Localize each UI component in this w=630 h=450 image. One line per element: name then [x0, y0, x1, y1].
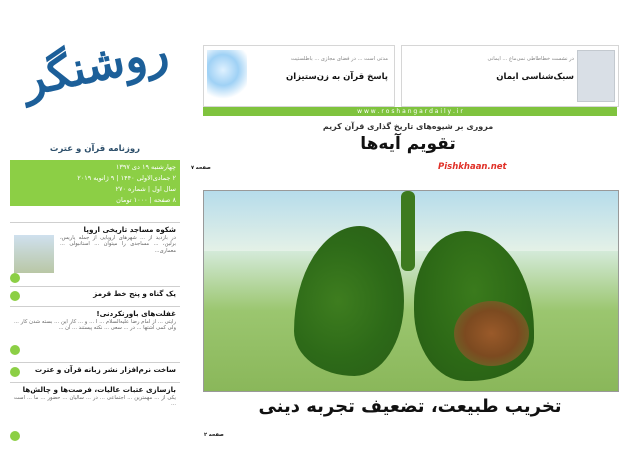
bullet-pin-icon: [10, 431, 20, 441]
side-item-mosques[interactable]: [10, 222, 180, 284]
lead-kicker: مروری بر شیوه‌های تاریخ گذاری قرآن کریم: [322, 122, 494, 131]
teaser-faith-style[interactable]: [401, 45, 619, 107]
logo-wordmark: روشنگر: [17, 23, 173, 107]
bullet-pin-icon: [10, 345, 20, 355]
teaser-kicker: در نشست خطاطاطی نمی‌ماع ... ایمانی: [487, 56, 574, 62]
photo-page-ref: صفحه ۲: [204, 432, 224, 438]
side-item-headline: شکوه مساجد تاریخی اروپا: [83, 225, 176, 234]
bullet-pin-icon: [10, 273, 20, 283]
forest-trachea: [401, 191, 415, 271]
side-item-sin[interactable]: [10, 286, 180, 303]
issue-date: چهارشنبه ۱۹ دی ۱۳۹۷: [115, 163, 176, 171]
lungs-forest-photo: [203, 190, 619, 392]
pishkhaan-watermark: Pishkhaan.net: [438, 162, 507, 172]
side-item-headline: بازسازی عتبات عالیات، فرصت‌ها و چالش‌ها: [22, 385, 176, 394]
issue-hijri-date: ۲ جمادی‌الاولی ۱۴۴۰ | ۹ ژانویه ۲۰۱۹: [77, 174, 176, 182]
side-item-software[interactable]: [10, 362, 180, 379]
mosque-photo: [14, 235, 54, 273]
side-item-body: رایتی ... از امام رضا علیه‌السلام ... ا ... و ... کار این ... بسته شدن کار ... ولی کمی اشتها ... در ... سعی ... نکته پیستند ... ان ...: [14, 319, 176, 332]
main-content: [193, 0, 630, 450]
side-item-headline: ساخت نرم‌افزار نشر زبانه قرآن و عترت: [34, 365, 176, 374]
side-item-body: یکی از ... مهمترین ... اجتماعی ... در ... سالیان ... حضور ... ما ... است ...: [14, 395, 176, 408]
side-item-headline: یک گناه و پنج خط قرمز: [93, 289, 176, 298]
author-portrait: [577, 50, 615, 102]
side-item-shrines[interactable]: [10, 382, 180, 444]
issue-price: ۸ صفحه | ۱۰۰۰ تومان: [116, 196, 176, 204]
issue-meta: [10, 160, 180, 206]
side-item-negligence[interactable]: [10, 306, 180, 358]
masthead-tagline: روزنامه قرآن و عترت: [49, 144, 141, 154]
deforested-patch: [454, 301, 529, 366]
issue-number: سال اول | شماره ۲۷۰: [115, 185, 176, 193]
masthead-column: [0, 0, 191, 450]
bullet-pin-icon: [10, 367, 20, 377]
bubbles-image: [207, 50, 247, 100]
bullet-pin-icon: [10, 291, 20, 301]
lead-headline[interactable]: تقویم آیه‌ها: [360, 134, 456, 154]
side-item-body: در بازدید از ... شهرهای اروپایی از جمله پاریس، برلین، ... مساجدی را میتوان ... استانبولی ... معماری...: [60, 235, 176, 254]
photo-headline[interactable]: تخریب طبیعت، تضعیف تجربه دینی: [258, 396, 562, 417]
teaser-headline: پاسخ قرآن به زن‌ستیزان: [285, 72, 388, 82]
side-item-headline: غفلت‌های باورنکردنی!: [96, 309, 176, 318]
masthead-logo: [10, 2, 180, 160]
website-url-bar: w w w . r o s h a n g a r d a i l y . i r: [203, 107, 617, 116]
teaser-quran-women[interactable]: [203, 45, 395, 107]
teaser-kicker: مدتی است ... در فضای مجازی ... باطلستیت: [290, 56, 388, 62]
teaser-headline: سبک‌شناسی ایمان: [496, 72, 574, 82]
lead-page-ref: صفحه ۷: [191, 165, 211, 171]
